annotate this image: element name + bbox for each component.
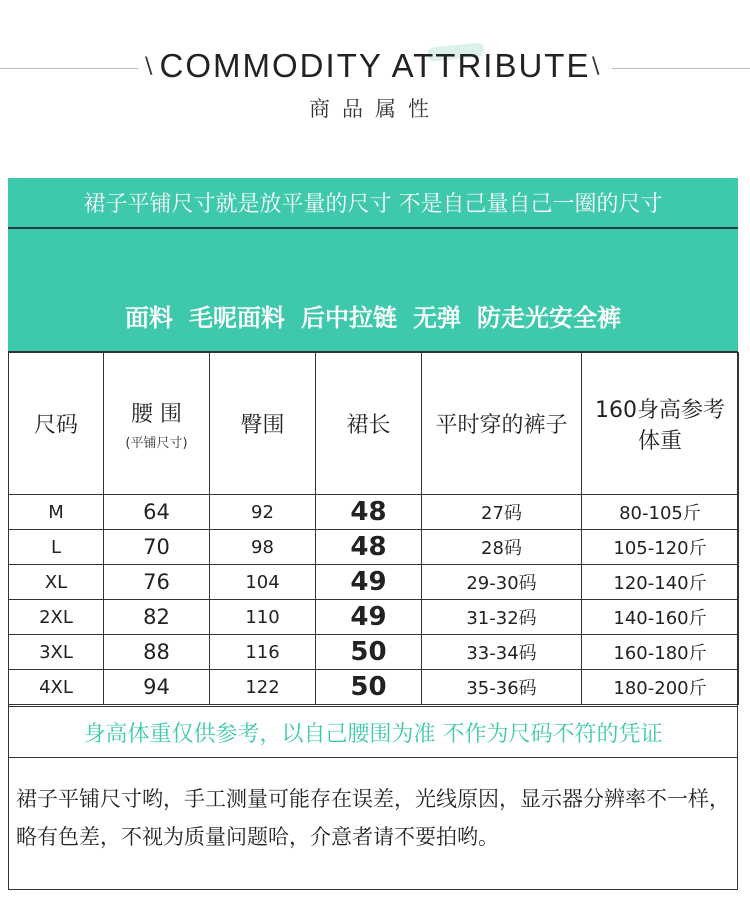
cell-pants: 31-32码 [422,600,582,635]
cell-waist: 88 [104,635,210,670]
cell-waist: 94 [104,670,210,705]
table-header-row [9,353,739,495]
header-divider-right [612,68,750,69]
table-body [9,495,739,705]
cell-weight: 180-200斤 [582,670,739,705]
cell-weight: 160-180斤 [582,635,739,670]
cell-length: 48 [316,495,422,530]
cell-size: 4XL [9,670,104,705]
table-row [9,495,739,530]
cell-pants: 27码 [422,495,582,530]
cell-size: 3XL [9,635,104,670]
cell-weight: 80-105斤 [582,495,739,530]
features-banner [8,229,738,352]
feature-zipper: 后中拉链 [301,304,397,332]
feature-fabric-label: 面料 [125,304,173,332]
cell-length: 49 [316,565,422,600]
cell-waist: 82 [104,600,210,635]
table-row [9,600,739,635]
cell-pants: 35-36码 [422,670,582,705]
col-header-hip: 臀围 [210,353,316,495]
cell-hip: 110 [210,600,316,635]
header-slash-right: \ [592,54,600,79]
cell-waist: 64 [104,495,210,530]
table-row [9,670,739,705]
page-title-cn: 商品属性 [309,97,441,121]
cell-hip: 92 [210,495,316,530]
size-table [8,352,739,705]
cell-size: 2XL [9,600,104,635]
cell-pants: 33-34码 [422,635,582,670]
cell-size: M [9,495,104,530]
reference-note: 身高体重仅供参考，以自己腰围为准 不作为尺码不符的凭证 [8,706,738,758]
cell-hip: 104 [210,565,316,600]
col-header-length: 裙长 [316,353,422,495]
cell-waist: 76 [104,565,210,600]
col-header-size: 尺码 [9,353,104,495]
cell-size: L [9,530,104,565]
col-header-ref-weight: 160身高参考体重 [582,353,739,495]
col-header-pants: 平时穿的裤子 [422,353,582,495]
cell-weight: 105-120斤 [582,530,739,565]
cell-hip: 116 [210,635,316,670]
flat-measure-note: 裙子平铺尺寸就是放平量的尺寸 不是自己量自己一圈的尺寸 [8,178,738,229]
cell-hip: 122 [210,670,316,705]
cell-weight: 140-160斤 [582,600,739,635]
cell-hip: 98 [210,530,316,565]
cell-waist: 70 [104,530,210,565]
feature-fabric-value: 毛呢面料 [189,304,285,332]
table-row [9,530,739,565]
page-title-en: COMMODITY ATTRIBUTE [159,47,591,84]
cell-pants: 29-30码 [422,565,582,600]
cell-pants: 28码 [422,530,582,565]
col-header-waist [104,353,210,495]
cell-length: 48 [316,530,422,565]
cell-length: 50 [316,635,422,670]
col-header-waist-label: 腰 围 [131,401,182,427]
col-header-waist-sub: (平铺尺寸) [125,435,188,451]
cell-length: 50 [316,670,422,705]
cell-weight: 120-140斤 [582,565,739,600]
cell-size: XL [9,565,104,600]
table-row [9,635,739,670]
cell-length: 49 [316,600,422,635]
table-row [9,565,739,600]
feature-no-stretch: 无弹 [413,304,461,332]
header-slash-left: \ [145,54,153,79]
feature-safety-shorts: 防走光安全裤 [477,304,621,332]
disclaimer-text: 裙子平铺尺寸哟，手工测量可能存在误差，光线原因，显示器分辨率不一样，略有色差，不视为质量问题哈，介意者请不要拍哟。 [16,787,730,849]
